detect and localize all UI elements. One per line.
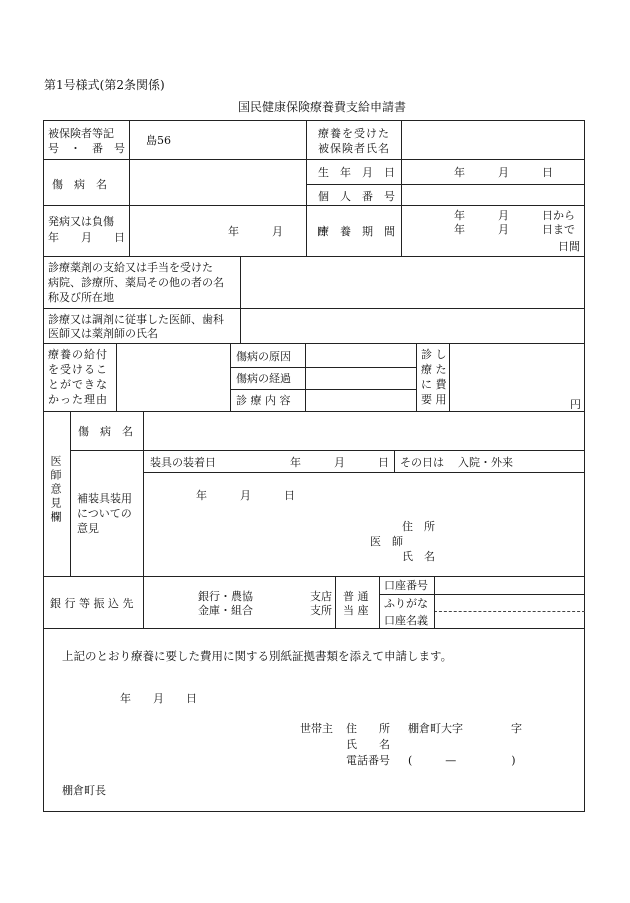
personal-number-label: 個 人 番 号 — [318, 190, 395, 203]
householder-name-label: 氏 名 — [346, 738, 390, 751]
treatment-label: 診 療 内 容 — [236, 394, 291, 407]
doctor-label: 医 師 — [370, 535, 403, 548]
period-from: 年 月 日から — [454, 209, 575, 222]
practitioner-label-2: 医師又は薬剤師の氏名 — [48, 327, 158, 340]
branch-type: 支店 — [310, 590, 332, 603]
opinion-label: 補装具装用 — [77, 492, 132, 505]
opinion-label-3: 意見 — [77, 522, 99, 535]
insured-number-label-2: 号 ・ 番 号 — [48, 142, 125, 155]
cause-label: 傷病の原因 — [236, 350, 291, 363]
insured-number-label: 被保険者等記 — [48, 127, 114, 140]
onset-date: 年 月 日 — [228, 225, 327, 238]
provider-label-2: 病院、診療所、薬局その他の者の名 — [48, 276, 224, 289]
householder-label: 世帯主 — [300, 722, 333, 735]
period-days: 日間 — [558, 240, 580, 253]
provider-label-3: 称及び所在地 — [48, 291, 114, 304]
opinion-date: 年 月 日 — [196, 489, 295, 502]
onset-label: 発病又は負傷 — [48, 215, 114, 228]
fee-label-2: 療 た — [421, 363, 447, 376]
insured-number-value: 島56 — [146, 134, 171, 147]
form-number: 第1号様式(第2条関係) — [44, 78, 165, 92]
phone-value: ( — ) — [408, 754, 516, 767]
fee-label-3: に 費 — [421, 378, 447, 391]
bank-type-2: 金庫・組合 — [198, 604, 253, 617]
form-title: 国民健康保険療養費支給申請書 — [238, 100, 407, 114]
fitting-date-value: 年 月 日 — [290, 456, 389, 469]
furigana-label: ふりがな — [384, 597, 428, 610]
patient-name-label-2: 被保険者氏名 — [318, 142, 390, 155]
account-name-label: 口座名義 — [384, 614, 428, 627]
opinion-label-2: についての — [77, 507, 132, 520]
opinion-section-label: 医師意見欄 — [49, 455, 62, 525]
opinion-injury-label: 傷 病 名 — [78, 425, 133, 438]
householder-address-label: 住 所 — [346, 722, 390, 735]
day-value: 入院・外来 — [458, 456, 513, 469]
practitioner-label: 診療又は調剤に従事した医師、歯科 — [48, 313, 224, 326]
bank-transfer-label: 銀 行 等 振 込 先 — [50, 597, 134, 610]
reason-label: 療養の給付 — [48, 348, 108, 361]
yen-unit: 円 — [570, 398, 581, 411]
patient-name-label: 療養を受けた — [318, 127, 390, 140]
provider-label: 診療薬剤の支給又は手当を受けた — [48, 261, 213, 274]
account-type: 普 通 — [343, 590, 369, 603]
fee-label: 診 し — [421, 348, 447, 361]
account-type-2: 当 座 — [343, 604, 369, 617]
account-number-label: 口座番号 — [384, 579, 428, 592]
period-to: 年 月 日まで — [454, 223, 575, 236]
application-date: 年 月 日 — [120, 692, 197, 705]
dob-date: 年 月 日 — [454, 166, 553, 179]
bank-type: 銀行・農協 — [198, 590, 253, 603]
period-label: 療 養 期 間 — [318, 225, 395, 238]
addressee: 棚倉町長 — [62, 784, 106, 797]
fee-label-4: 要 用 — [421, 393, 447, 406]
reason-label-3: とができな — [48, 378, 108, 391]
fitting-date-label: 装具の装着日 — [150, 456, 216, 469]
application-statement: 上記のとおり療養に要した費用に関する別紙証拠書類を添えて申請します。 — [62, 649, 453, 663]
reason-label-2: を受けるこ — [48, 363, 108, 376]
dob-label: 生 年 月 日 — [318, 166, 395, 179]
doctor-name-label: 氏 名 — [402, 550, 435, 563]
aza-label: 字 — [511, 722, 522, 735]
onset-label-2: 年 月 日 — [48, 231, 125, 244]
phone-label: 電話番号 — [346, 754, 390, 767]
course-label: 傷病の経過 — [236, 372, 291, 385]
doctor-address-label: 住 所 — [402, 520, 435, 533]
reason-label-4: かった理由 — [48, 393, 108, 406]
branch-type-2: 支所 — [310, 604, 332, 617]
injury-name-label: 傷 病 名 — [52, 178, 107, 191]
householder-address-value: 棚倉町大字 — [408, 722, 463, 735]
day-label: その日は — [400, 456, 444, 469]
